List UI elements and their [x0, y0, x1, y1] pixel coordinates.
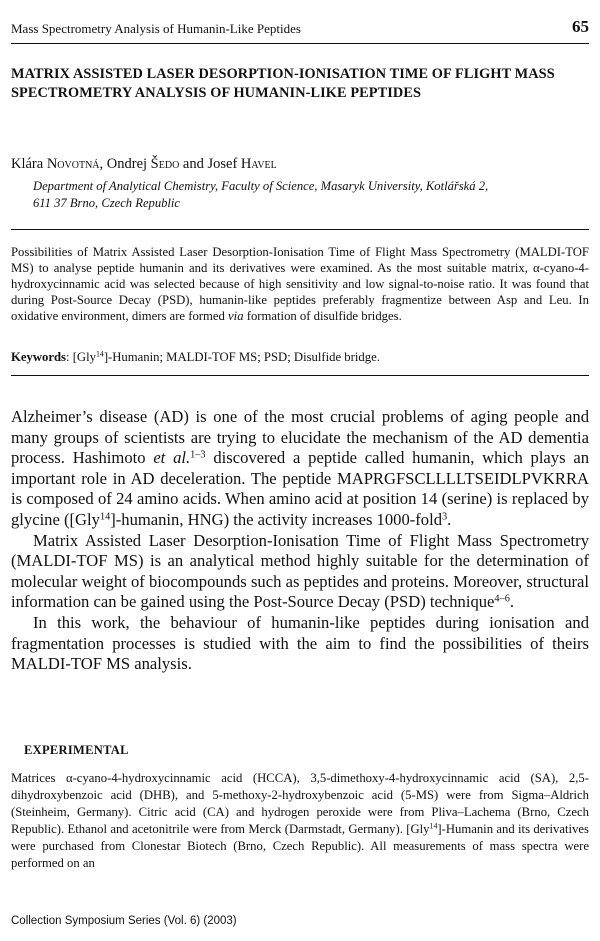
keywords-label: Keywords — [11, 350, 66, 364]
page-number: 65 — [572, 17, 589, 36]
introduction — [11, 407, 589, 675]
article-title: MATRIX ASSISTED LASER DESORPTION-IONISATION TIME OF FLIGHT MASS SPECTROMETRY ANALYSIS OF HUMANIN-LIKE PEPTIDES — [11, 66, 555, 101]
author-1: Klára Novotná — [11, 156, 100, 172]
paragraph: Alzheimer’s disease (AD) is one of the most crucial problems of aging people and many groups of scientists are trying to elucidate the mechanism of the AD dementia process. Hashimoto et al.$^{1-3}$ discovered a peptide called humanin, which plays an important role in AD deceleration. The peptide MAPRGFSCLLLLTSEIDLPVKRRA is composed of 24 amino acids. When amino acid at position 14 (serine) is replaced by glycine ([Gly$^{14}$]-humanin, HNG) the activity increases 1000-fold$^3$. — [11, 407, 589, 529]
abstract-bottom-rule — [11, 375, 589, 376]
section-heading-experimental: EXPERIMENTAL — [24, 743, 129, 757]
affiliation-line: Department of Analytical Chemistry, Faculty of Science, Masaryk University, Kotlářská 2, — [33, 179, 489, 193]
paragraph: In this work, the behaviour of humanin-like peptides during ionisation and fragmentation processes is studied with the aim to find the possibilities of theirs MALDI-TOF MS analysis. — [11, 612, 589, 674]
author-list: Klára Novotná, Ondrej Šedo and Josef Havel — [11, 156, 277, 172]
experimental-paragraph: Matrices α-cyano-4-hydroxycinnamic acid (HCCA), 3,5-dimethoxy-4-hydroxycinnamic acid (SA), 2,5-dihydroxybenzoic acid (DHB), and 5-methoxy-2-hydroxybenzoic acid (5-MS) were from Sigma–Aldrich (Steinheim, Germany). Citric acid (CA) and hydrogen peroxide were from Pliva–Lachema (Brno, Czech Republic). Ethanol and acetonitrile were from Merck (Darmstadt, Germany). [Gly$^{14}$]-Humanin and its derivatives were purchased from Clonestar Biotech (Brno, Czech Republic). All measurements of mass spectra were performed on an — [11, 771, 589, 871]
running-title: Mass Spectrometry Analysis of Humanin-Like Peptides — [11, 21, 301, 36]
paragraph: Matrix Assisted Laser Desorption-Ionisation Time of Flight Mass Spectrometry (MALDI-TOF MS) is an analytical method highly suitable for the determination of molecular weight of biocompounds such as peptides and proteins. Moreover, structural information can be gained using the Post-Source Decay (PSD) technique$^{4-6}$. — [11, 530, 589, 612]
affiliation — [33, 178, 573, 212]
affiliation-line: 611 37 Brno, Czech Republic — [33, 196, 181, 210]
abstract-top-rule — [11, 229, 589, 230]
header-rule — [11, 43, 589, 44]
footer: Collection Symposium Series (Vol. 6) (2003) — [11, 915, 237, 927]
running-head — [11, 19, 589, 39]
keywords: Keywords: [Gly$^{14}$]-Humanin; MALDI-TOF MS; PSD; Disulfide bridge. — [11, 349, 380, 364]
author-3: Josef Havel — [207, 156, 277, 172]
abstract: Possibilities of Matrix Assisted Laser Desorption-Ionisation Time of Flight Mass Spectrometry (MALDI-TOF MS) to analyse peptide humanin and its derivatives were examined. As the most suitable matrix, α-cyano-4-hydroxycinnamic acid was selected because of high sensitivity and low signal-to-noise ratio. It was found that during Post-Source Decay (PSD), humanin-like peptides preferably fragmentize between Asp and Leu. In oxidative environment, dimers are formed via formation of disulfide bridges. — [11, 245, 589, 323]
author-2: Ondrej Šedo — [106, 156, 180, 172]
